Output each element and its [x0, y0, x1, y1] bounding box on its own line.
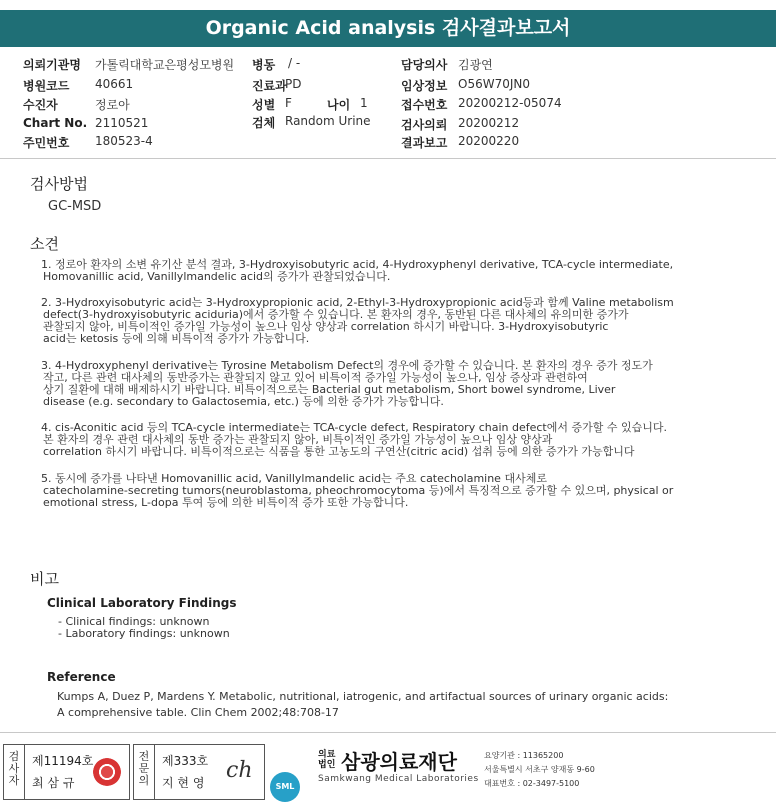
- finding-line: 본 환자의 경우 관련 대사체의 동반 증가는 관찰되지 않아, 비특이적인 증가일 가능성이 높으나 임상 양상과: [43, 433, 553, 446]
- patient-info-block: [0, 52, 776, 152]
- examinee-label: 수진자: [23, 98, 58, 112]
- sex-value: F: [285, 96, 292, 110]
- finding-line: acid는 ketosis 등에 의해 비특이적 증가가 가능합니다.: [43, 332, 310, 345]
- divider: [0, 158, 776, 159]
- clinical-info-value: O56W70JN0: [458, 77, 530, 91]
- finding-line: 1. 정로아 환자의 소변 유기산 분석 결과, 3-Hydroxyisobutyric acid, 4-Hydroxyphenyl derivative, TCA-cycle intermediate,: [41, 258, 674, 271]
- finding-line: correlation 하시기 바랍니다. 비특이적으로는 식품을 통한 고농도의 구연산(citric acid) 섭취 등에 의한 증가가 가능합니다: [43, 445, 635, 458]
- contact-line: 서울특별시 서초구 양재동 9-60: [484, 765, 595, 774]
- sex-label: 성별: [252, 98, 276, 112]
- chart-no-value: 2110521: [95, 116, 149, 130]
- specialist-name: 지 현 영: [162, 776, 205, 790]
- reference-line: A comprehensive table. Clin Chem 2002;48:708-17: [57, 706, 339, 719]
- method-value: GC-MSD: [48, 199, 102, 214]
- remarks-title: 비고: [30, 570, 59, 588]
- finding-item-2: [41, 297, 776, 345]
- finding-line: 4. cis-Aconitic acid 등의 TCA-cycle intermediate는 TCA-cycle defect, Respiratory chain defect에서 증가할 수 있습니다.: [41, 421, 667, 434]
- clinical-info-label: 임상정보: [401, 79, 448, 93]
- institution-value: 가톨릭대학교은평성모병원: [95, 58, 235, 72]
- age-label: 나이: [327, 98, 351, 112]
- finding-line: 관찰되지 않아, 비특이적인 증가일 가능성이 높으나 임상 양상과 correlation 하시기 바랍니다. 3-Hydroxyisobutyric: [43, 320, 609, 333]
- finding-line: 5. 동시에 증가를 나타낸 Homovanillic acid, Vanillylmandelic acid는 주요 catecholamine 대사체로: [41, 472, 547, 485]
- signature: ch: [226, 758, 253, 783]
- specialist-license: 제333호: [162, 754, 209, 768]
- finding-line: 작고, 다른 관련 대사체의 동반증가는 관찰되지 않고 있어 비특이적 증가일 가능성이 높으나, 임상 증상과 관련하여: [43, 371, 588, 384]
- hospital-code-value: 40661: [95, 77, 134, 91]
- reference-title: Reference: [47, 670, 116, 684]
- clinical-findings-title: Clinical Laboratory Findings: [47, 596, 237, 610]
- resident-no-label: 주민번호: [23, 136, 70, 150]
- logo-law-label: 의료 법인: [318, 750, 336, 770]
- specimen-value: Random Urine: [285, 114, 371, 128]
- request-date-value: 20200212: [458, 116, 520, 130]
- findings-title: 소견: [30, 235, 59, 253]
- reception-no-value: 20200212-05074: [458, 96, 562, 110]
- footer-divider: [0, 732, 776, 733]
- finding-item-4: [41, 422, 776, 458]
- sml-logo-icon: SML: [270, 772, 300, 802]
- specimen-label: 검체: [252, 116, 276, 130]
- finding-item-5: [41, 473, 776, 509]
- reception-no-label: 접수번호: [401, 98, 448, 112]
- report-title: Organic Acid analysis 검사결과보고서: [0, 10, 776, 47]
- contact-line: 대표번호 : 02-3497-5100: [484, 779, 580, 788]
- finding-line: defect(3-hydroxyisobutyric aciduria)에서 증가할 수 있습니다. 본 환자의 경우, 동반된 다른 대사체의 유의미한 증가가: [43, 308, 629, 321]
- examinee-value: 정로아: [95, 98, 130, 112]
- specialist-label: 전 문 의: [138, 750, 150, 787]
- ward-value: / -: [288, 56, 301, 70]
- contact-line: 요양기관 : 11365200: [484, 751, 564, 760]
- finding-line: 3. 4-Hydroxyphenyl derivative는 Tyrosine Metabolism Defect의 경우에 증가할 수 있습니다. 본 환자의 경우 증가 정도가: [41, 359, 653, 372]
- finding-item-3: [41, 360, 776, 408]
- clinical-findings-item: - Clinical findings: unknown: [58, 615, 210, 628]
- finding-line: 상기 질환에 대해 배제하시기 바랍니다. 비특이적으로는 Bacterial gut metabolism, Short bowel syndrome, Liver: [43, 383, 616, 396]
- doctor-label: 담당의사: [401, 58, 448, 72]
- department-label: 진료과: [252, 79, 287, 93]
- hospital-code-label: 병원코드: [23, 79, 70, 93]
- doctor-value: 김광연: [458, 58, 493, 72]
- examiner-name: 최 삼 규: [32, 776, 75, 790]
- report-date-value: 20200220: [458, 134, 520, 148]
- examiner-label: 검 사 자: [8, 750, 20, 787]
- chart-no-label: Chart No.: [23, 116, 88, 130]
- method-title: 검사방법: [30, 175, 88, 193]
- report-date-label: 결과보고: [401, 136, 448, 150]
- company-english-name: Samkwang Medical Laboratories: [318, 774, 479, 784]
- finding-line: 2. 3-Hydroxyisobutyric acid는 3-Hydroxypropionic acid, 2-Ethyl-3-Hydroxypropionic acid등과 함께 Valine metabolism: [41, 296, 674, 309]
- finding-line: emotional stress, L-dopa 투여 등에 의한 비특이적 증가 또한 가능합니다.: [43, 496, 409, 509]
- seal-stamp-icon: [93, 758, 121, 786]
- finding-line: Homovanillic acid, Vanillylmandelic acid의 증가가 관찰되었습니다.: [43, 270, 391, 283]
- finding-line: disease (e.g. secondary to Galactosemia, etc.) 등에 의한 증가가 가능합니다.: [43, 395, 444, 408]
- finding-item-1: [41, 259, 776, 283]
- age-value: 1: [360, 96, 368, 110]
- company-name: 삼광의료재단: [341, 750, 457, 774]
- reference-line: Kumps A, Duez P, Mardens Y. Metabolic, nutritional, iatrogenic, and artifactual sources of urinary organic acids:: [57, 690, 669, 703]
- department-value: PD: [285, 77, 302, 91]
- resident-no-value: 180523-4: [95, 134, 153, 148]
- request-date-label: 검사의뢰: [401, 118, 448, 132]
- footer: [0, 740, 776, 802]
- institution-label: 의뢰기관명: [23, 58, 81, 72]
- laboratory-findings-item: - Laboratory findings: unknown: [58, 627, 230, 640]
- ward-label: 병동: [252, 58, 276, 72]
- finding-line: catecholamine-secreting tumors(neuroblastoma, pheochromocytoma 등)에서 특징적으로 증가할 수 있으며, physical or: [43, 484, 674, 497]
- examiner-license: 제11194호: [32, 754, 94, 768]
